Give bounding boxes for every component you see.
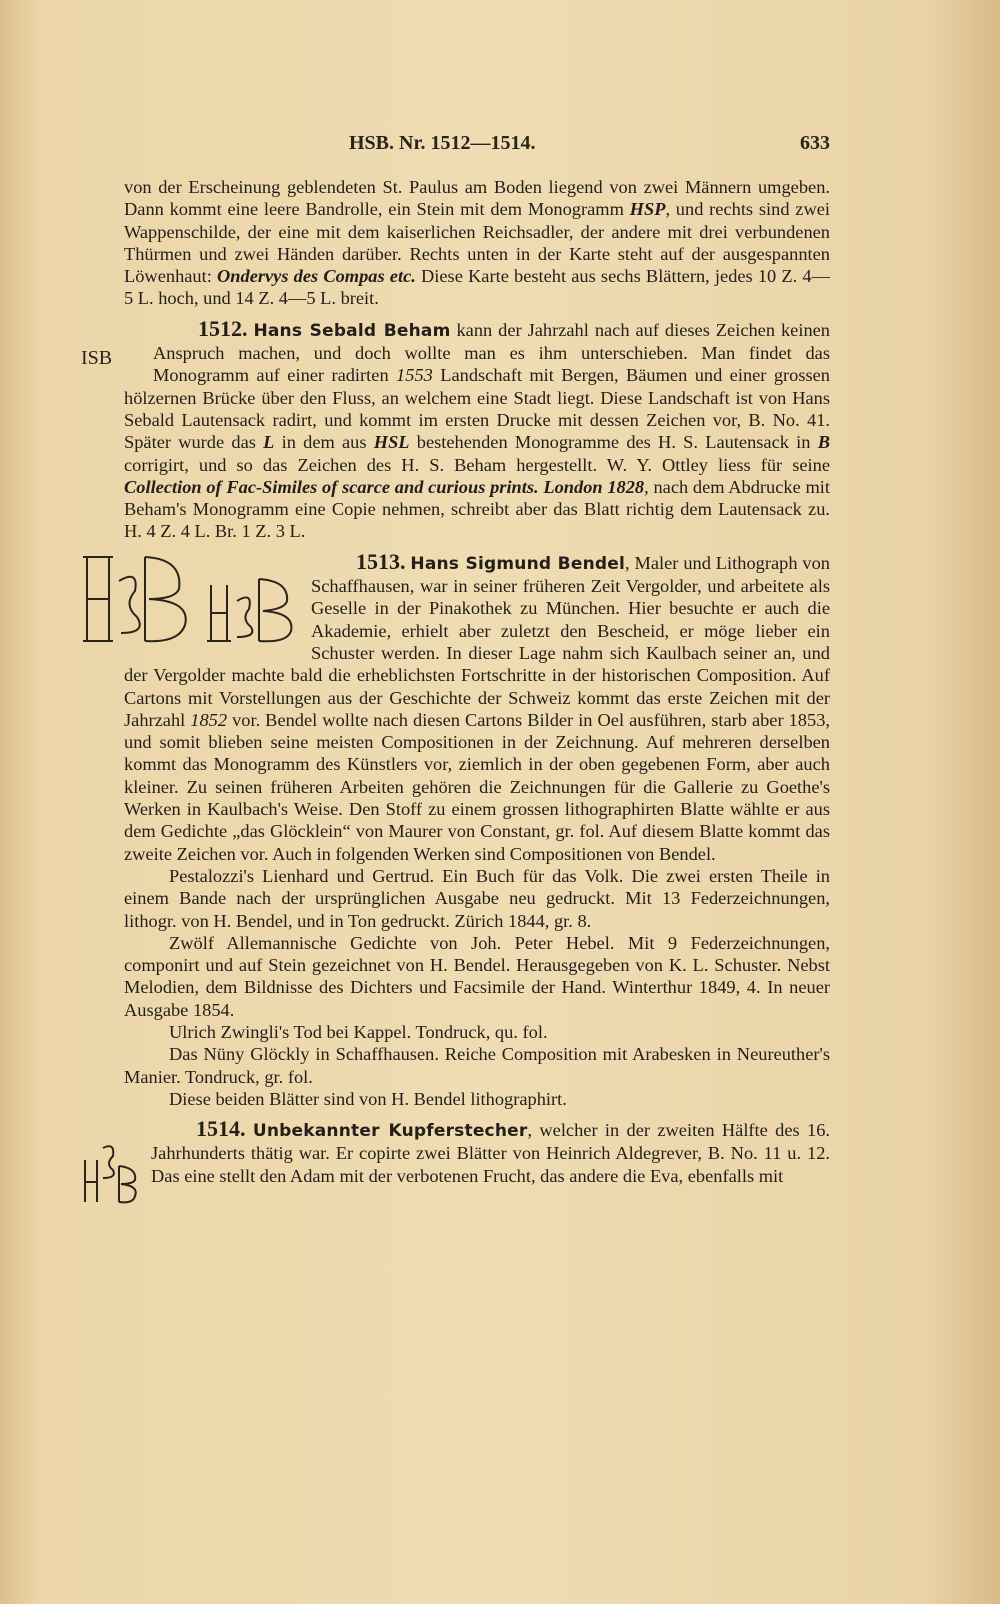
entry-1512 bbox=[81, 315, 831, 543]
letter-b: B bbox=[817, 432, 830, 453]
intro-text-a: von der Erscheinung geblendeten St. Paulus am Boden liegend von zwei Männern umgeben. Dann kommt eine leere Bandrolle, ein Stein mit dem Monogramm bbox=[124, 177, 830, 220]
monogram-1514-icon bbox=[79, 1140, 139, 1204]
work-item: Diese beiden Blätter sind von H. Bendel lithographirt. bbox=[169, 1088, 567, 1109]
intro-text-b: , und rechts sind zwei Wappenschilde, der eine mit dem kaiserlichen Reichsadler, der andere mit drei verbundenen Thürmen und zwei Händen darüber. Rechts unten in der Karte steht auf der ausgespannten Löwenhaut: bbox=[124, 199, 831, 287]
inscription: Ondervys des Compas etc. bbox=[217, 266, 416, 287]
work-item: Ulrich Zwingli's Tod bei Kappel. Tondruck, qu. fol. bbox=[169, 1021, 548, 1042]
work-item: Das Nüny Glöckly in Schaffhausen. Reiche Composition mit Arabesken in Neureuther's Manier. Tondruck, gr. fol. bbox=[124, 1044, 830, 1087]
year-1553: 1553 bbox=[396, 365, 433, 386]
intro-text-c: Diese Karte besteht aus sechs Blättern, jedes 10 Z. 4—5 L. hoch, und 14 Z. 4—5 L. breit. bbox=[124, 266, 830, 309]
monogram-1513-large-icon bbox=[79, 553, 199, 645]
monogram-1512-text: ISB bbox=[81, 346, 113, 368]
intro-paragraph bbox=[124, 176, 830, 310]
entry-number: 1513. bbox=[356, 548, 406, 574]
book-title: Collection of Fac-Similes of scarce and curious prints. London 1828 bbox=[124, 476, 645, 497]
entry-1512-text-f: , nach dem Abdrucke mit Beham's Monogramm eine Copie nehmen, schreibt aber das Blatt richtig dem Lautensack zu. H. 4 Z. 4 L. Br. 1 Z. 3 L. bbox=[124, 476, 831, 542]
entry-artist-name: Unbekannter Kupferstecher bbox=[252, 1121, 528, 1142]
page-number: 633 bbox=[800, 132, 830, 154]
entry-1512-text-e: corrigirt, und so das Zeichen des H. S. Beham hergestellt. W. Y. Ottley liess für seine bbox=[124, 454, 830, 475]
entry-1512-text-c: in dem aus bbox=[274, 432, 374, 453]
work-item: Pestalozzi's Lienhard und Gertrud. Ein Buch für das Volk. Die zwei ersten Theile in einem Bande nach der ursprünglichen Ausgabe neu gedruckt. Mit 13 Federzeichnungen, lithogr. von H. Bendel, und in Ton gedruckt. Zürich 1844, gr. 8. bbox=[124, 865, 830, 931]
running-header bbox=[124, 132, 830, 162]
running-head-title: HSB. Nr. 1512—1514. bbox=[349, 132, 536, 154]
year-1852: 1852 bbox=[190, 709, 228, 730]
entry-1514 bbox=[124, 1118, 830, 1187]
letter-l: L bbox=[263, 432, 275, 453]
entry-1513-text-a: , Maler und Lithograph von Schaffhausen, war in seiner früheren Zeit Vergolder, und arbeitete als Geselle in der Pinakothek zu München. Hier besuchte er auch die Akademie, erhielt aber zuletzt den Bescheid, er möge lieber ein Schuster werden. In dieser Lage nahm sich Kaulbach seiner an, und der Vergolder machte bald die erheblichsten Fortschritte in der historischen Composition. Auf Cartons mit Vorstellungen aus der Geschichte der Schweiz kommt das erste Zeichen mit der Jahrzahl bbox=[124, 552, 830, 730]
monogram-1513-group bbox=[79, 553, 301, 645]
entry-1514-text-a: , welcher in der zweiten Hälfte des 16. Jahrhunderts thätig war. Er copirte zwei Blätter von Heinrich Aldegrever, B. No. 11 u. 12. Das eine stellt den Adam mit der verbotenen Frucht, das andere die Eva, ebenfalls mit bbox=[151, 1120, 830, 1186]
entry-number: 1514. bbox=[196, 1116, 246, 1142]
entry-number: 1512. bbox=[198, 315, 248, 341]
work-item: Zwölf Allemannische Gedichte von Joh. Peter Hebel. Mit 9 Federzeichnungen, componirt und auf Stein gezeichnet von H. Bendel. Herausgegeben von K. L. Schuster. Nebst Melodien, dem Bildnisse des Dichters und Facsimile der Hand. Winterthur 1849, 4. In neuer Ausgabe 1854. bbox=[124, 932, 830, 1020]
monogram-hsp: HSP bbox=[629, 199, 666, 220]
entry-artist-name: Hans Sebald Beham bbox=[253, 320, 451, 341]
entry-1512-text-a: kann der Jahrzahl nach auf dieses Zeichen keinen Anspruch machen, und doch wollte man es ihm unterschieben. Man findet das Monogramm auf einer radirten bbox=[153, 319, 830, 386]
entry-1512-text-d: bestehenden Monogramme des H. S. Lautensack in bbox=[409, 432, 818, 453]
monogram-1512-mark bbox=[79, 344, 139, 368]
monogram-1513-small-icon bbox=[205, 575, 297, 645]
entry-1512-text-b: Landschaft mit Bergen, Bäumen und einer grossen hölzernen Brücke über den Fluss, an welchem eine Stadt liegt. Diese Landschaft ist von Hans Sebald Lautensack radirt, und kommt im ersten Drucke mit dessen Zeichen vor, B. No. 41. Später wurde das bbox=[124, 365, 831, 453]
entry-1513 bbox=[124, 548, 830, 865]
page-body bbox=[81, 176, 831, 1204]
entry-1513-text-b: vor. Bendel wollte nach diesen Cartons Bilder in Oel ausführen, starb aber 1853, und somit blieben seine meisten Compositionen in der Zeichnung. Auf mehreren derselben kommt das Monogramm des Künstlers vor, ziemlich in der oben gegebenen Form, aber auch kleiner. Zu seinen früheren Arbeiten gehören die Zeichnungen für die Gallerie zu Goethe's Werken in Kaulbach's Weise. Den Stoff zu einem grossen lithographirten Blatte wählte er aus dem Gedichte „das Glöcklein“ von Maurer von Constant, gr. fol. Auf diesem Blatte kommt das zweite Zeichen vor. Auch in folgenden Werken sind Compositionen von Bendel. bbox=[124, 709, 830, 864]
entry-artist-name: Hans Sigmund Bendel bbox=[410, 553, 626, 574]
monogram-hsl: HSL bbox=[373, 432, 410, 453]
